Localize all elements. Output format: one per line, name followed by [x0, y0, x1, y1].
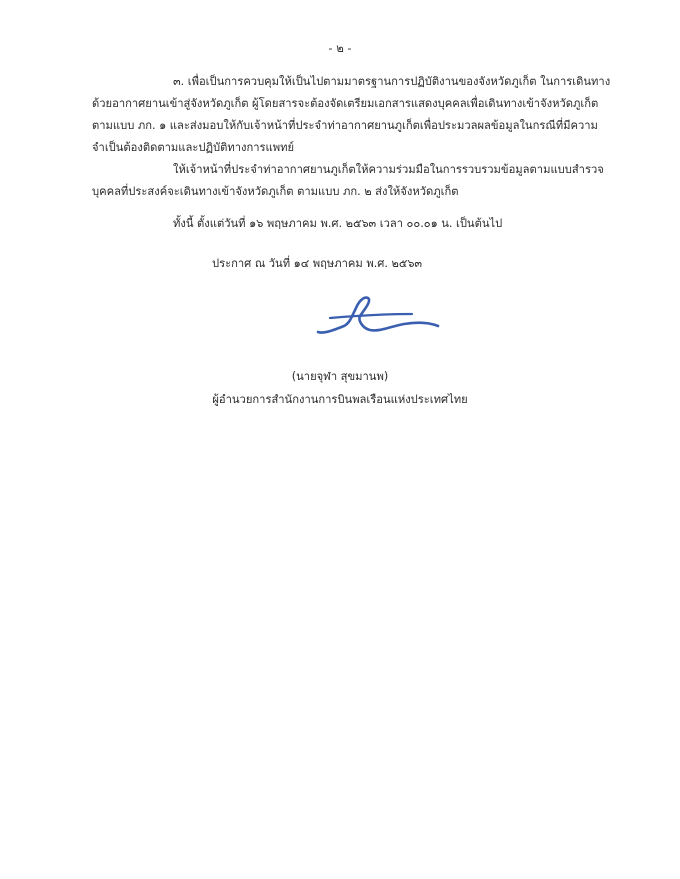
- announced-date: ประกาศ ณ วันที่ ๑๔ พฤษภาคม พ.ศ. ๒๕๖๓: [212, 257, 423, 270]
- page-number: - ๒ -: [328, 41, 352, 55]
- paragraph-4-line-2: บุคคลที่ประสงค์จะเดินทางเข้าจังหวัดภูเก็ต ตามแบบ ภก. ๒ ส่งให้จังหวัดภูเก็ต: [92, 185, 459, 198]
- signer-title: ผู้อำนวยการสำนักงานการบินพลเรือนแห่งประเทศไทย: [212, 393, 468, 406]
- signer-name: (นายจุฬา สุขมานพ): [291, 370, 389, 383]
- paragraph-3-line-2: ด้วยอากาศยานเข้าสู่จังหวัดภูเก็ต ผู้โดยสารจะต้องจัดเตรียมเอกสารแสดงบุคคลเพื่อเดินทางเข้าจังหวัดภูเก็ต: [92, 97, 599, 110]
- signature-image: [312, 292, 444, 342]
- effective-date: ทั้งนี้ ตั้งแต่วันที่ ๑๖ พฤษภาคม พ.ศ. ๒๕๖๓ เวลา ๐๐.๐๑ น. เป็นต้นไป: [173, 217, 503, 230]
- paragraph-4-line-1: ให้เจ้าหน้าที่ประจำท่าอากาศยานภูเก็ตให้ความร่วมมือในการรวบรวมข้อมูลตามแบบสำรวจ: [173, 163, 604, 176]
- paragraph-3-line-3: ตามแบบ ภก. ๑ และส่งมอบให้กับเจ้าหน้าที่ประจำท่าอากาศยานภูเก็ตเพื่อประมวลผลข้อมูลในกรณีที่มีความ: [92, 119, 598, 132]
- paragraph-3-line-4: จำเป็นต้องติดตามและปฏิบัติทางการแพทย์: [92, 141, 295, 154]
- paragraph-3-line-1: ๓. เพื่อเป็นการควบคุมให้เป็นไปตามมาตรฐานการปฏิบัติงานของจังหวัดภูเก็ต ในการเดินทาง: [173, 75, 611, 88]
